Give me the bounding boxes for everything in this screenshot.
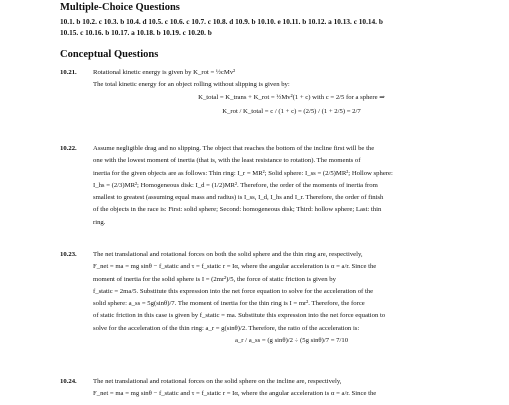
q23-equation: a_r / a_ss = (g sinθ)/2 ÷ (5g sinθ)/7 = 7/10 xyxy=(234,337,349,345)
question-10-21 xyxy=(60,67,490,120)
q22-line-6: of the objects in the race is: First: solid sphere; Second: homogeneous disk; Third: hollow sphere; Last: thin xyxy=(93,206,382,214)
q22-line-7: ring. xyxy=(93,218,106,226)
cq-heading: Conceptual Questions xyxy=(60,49,159,60)
q21-equation-1: K_total = K_trans + K_rot = ½Mv²(1 + c) with c = 2/5 for a sphere ⇒ xyxy=(198,93,385,101)
question-number: 10.23. xyxy=(60,251,77,258)
q22-line-2: one with the lowest moment of inertia (that is, with the least resistance to rotation). The moments of xyxy=(93,157,361,165)
q23-line-4: f_static = 2ma/5. Substitute this expression into the net force equation to solve for the acceleration of the xyxy=(93,287,374,295)
q22-line-1: Assume negligible drag and no slipping. The object that reaches the bottom of the incline first will be the xyxy=(93,145,375,152)
question-number: 10.24. xyxy=(60,378,77,385)
q21-line-2: The total kinetic energy for an object rolling without slipping is given by: xyxy=(93,81,290,89)
mc-answers xyxy=(60,16,490,38)
q23-line-2: F_net = ma = mg sinθ − f_static and τ = f_static r = Iα, where the angular acceleration is α = a/r. Since the xyxy=(93,263,377,271)
question-10-24 xyxy=(60,376,490,401)
question-number: 10.21. xyxy=(60,69,77,76)
mc-heading: Multiple-Choice Questions xyxy=(60,2,180,13)
q22-line-5: smallest to greatest (assuming equal mass and radius) is I_ss, I_d, I_hs and I_r. Therefore, the order of finish xyxy=(93,194,384,202)
question-10-22 xyxy=(60,143,490,229)
q23-line-6: of static friction in this case is given by f_static = ma. Substitute this expression into the net force equation to xyxy=(93,312,386,320)
q21-eq2-rhs: = c / (1 + c) = (2/5) / (1 + 2/5) = 2/7 xyxy=(264,107,361,115)
q21-eq2-lhs: K_rot / K_total xyxy=(222,107,264,115)
q21-equation-2 xyxy=(93,106,490,118)
question-10-23 xyxy=(60,249,490,347)
q23-line-5: solid sphere: a_ss = 5g(sinθ)/7. The moment of inertia for the thin ring is I = mr². Therefore, the force xyxy=(93,300,365,308)
q23-line-3: moment of inertia for the solid sphere is I = (2mr²)/5, the force of static friction is given by xyxy=(93,275,336,283)
q22-line-4: I_hs = (2/3)MR²; Homogeneous disk: I_d = (1/2)MR². Therefore, the order of the moments of inertia from xyxy=(93,181,378,189)
mc-line-1: 10.1. b 10.2. c 10.3. b 10.4. d 10.5. c 10.6. c 10.7. c 10.8. d 10.9. b 10.10. e 10.11. b 10.12. a 10.13. c 10.14. b xyxy=(60,17,383,26)
q21-line-1: Rotational kinetic energy is given by K_rot = ½cMv² xyxy=(93,69,236,76)
q24-line-1: The net translational and rotational forces on the solid sphere on the incline are, respectively, xyxy=(93,378,342,385)
mc-line-2: 10.15. c 10.16. b 10.17. a 10.18. b 10.19. c 10.20. b xyxy=(60,28,212,37)
q24-line-2: F_net = ma = mg sinθ − f_static and τ = f_static r = Iα, where the angular acceleration is α = a/r. Since the xyxy=(93,390,377,398)
q23-line-1: The net translational and rotational forces on both the solid sphere and the thin ring are, respectively, xyxy=(93,251,363,258)
question-number: 10.22. xyxy=(60,145,77,152)
q23-line-7: solve for the acceleration of the thin ring: a_r = g(sinθ)/2. Therefore, the ratio of the acceleration is: xyxy=(93,324,360,332)
q22-line-3: inertia for the given objects are as follows: Thin ring: I_r = MR²; Solid sphere: I_ss = (2/5)MR²; Hollow sphere: xyxy=(93,169,393,177)
